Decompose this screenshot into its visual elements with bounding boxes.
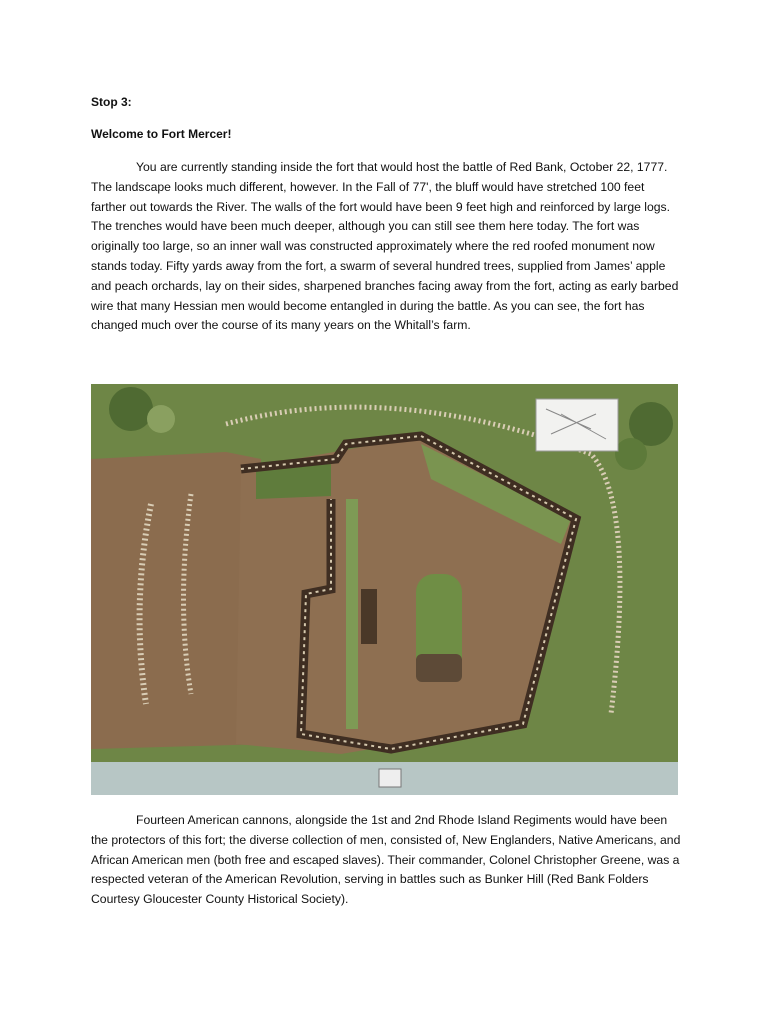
fort-model-illustration: [91, 384, 678, 795]
intro-paragraph: You are currently standing inside the fort that would host the battle of Red Bank, October 22, 1777. The landscape looks much different, however. In the Fall of 77', the bluff would have stretched 100 feet farther out towards the River. The walls of the fort would have been 9 feet high and reinforced by large logs. The trenches would have been much deeper, although you can still see them here today. The fort was originally too large, so an inner wall was constructed approximately where the red roofed monument now stands today. Fifty yards away from the fort, a swarm of several hundred trees, supplied from James’ apple and peach orchards, lay on their sides, sharpened branches facing away from the fort, acting as early barbed wire that many Hessian men would become entangled in during the battle. As you can see, the fort has changed much over the course of its many years on the Whitall’s farm.: [91, 160, 679, 333]
fort-model-photo: [91, 384, 678, 795]
stop-label: Stop 3:: [91, 95, 132, 109]
page-title: Welcome to Fort Mercer!: [91, 127, 232, 141]
defenders-paragraph: Fourteen American cannons, alongside the 1st and 2nd Rhode Island Regiments would have been the protectors of this fort; the diverse collection of men, consisted of, New Englanders, Native Americans, and African American men (both free and escaped slaves). Their commander, Colonel Christopher Greene, was a respected veteran of the American Revolution, serving in battles such as Bunker Hill (Red Bank Folders Courtesy Gloucester County Historical Society).: [91, 813, 681, 907]
